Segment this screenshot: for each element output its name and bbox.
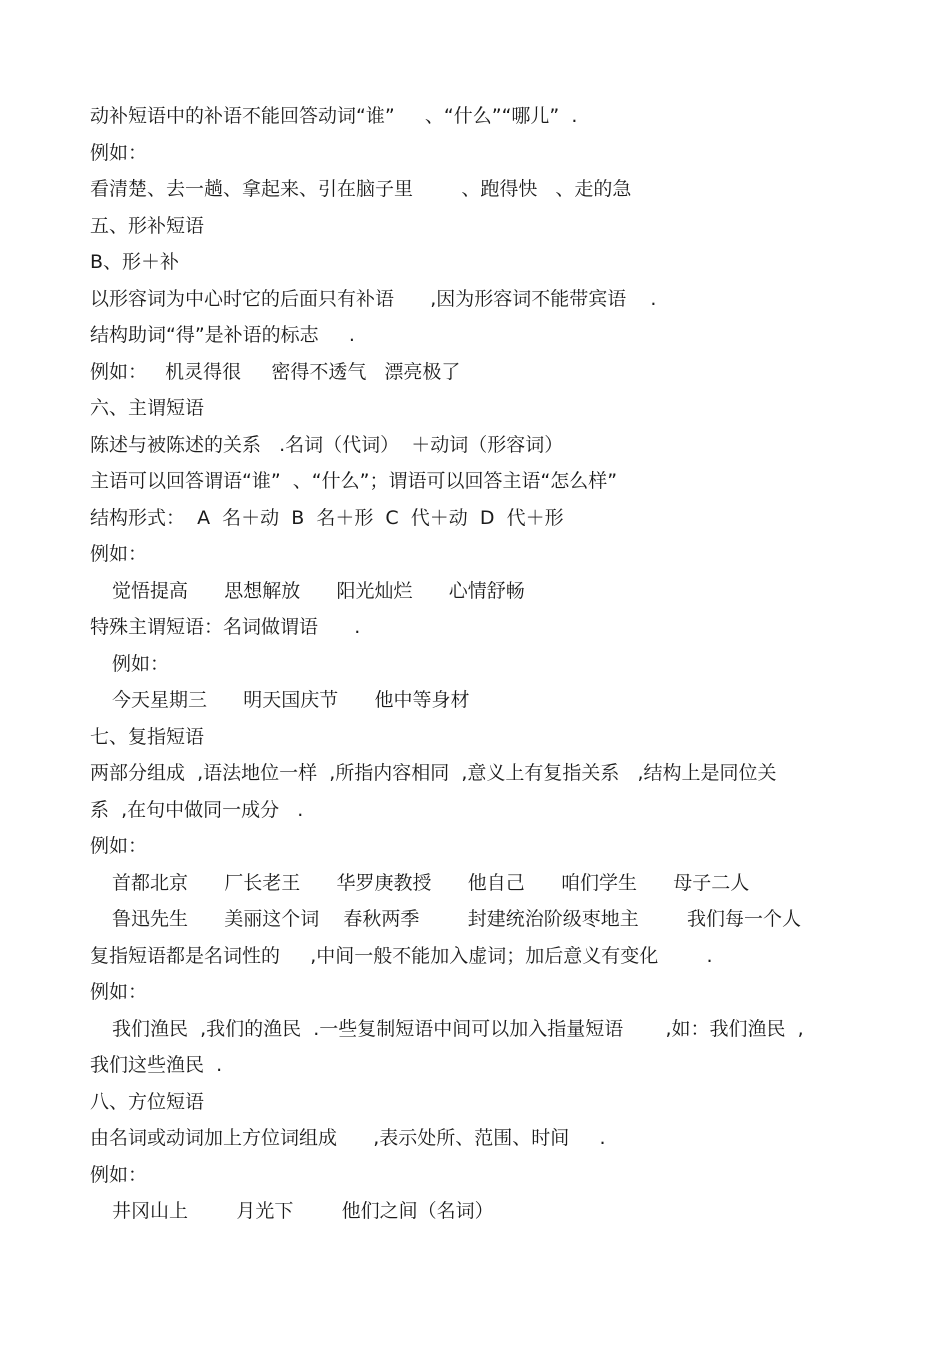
text-line: 陈述与被陈述的关系 .名词（代词） ＋动词（形容词）: [90, 433, 564, 456]
text-line: 看清楚、去一趟、拿起来、引在脑子里 、跑得快 、走的急: [90, 178, 632, 200]
example-line: 首都北京 厂长老王 华罗庚教授 他自己 咱们学生 母子二人: [112, 871, 750, 894]
text-line: 例如： 机灵得很 密得不透气 漂亮极了: [90, 360, 461, 383]
example-line: 我们渔民 ,我们的渔民 .一些复制短语中间可以加入指量短语 ,如：我们渔民 ,: [112, 1017, 804, 1040]
example-line: 今天星期三 明天国庆节 他中等身材: [112, 689, 470, 711]
text-line: 主语可以回答谓语“谁” 、“什么”；谓语可以回答主语“怎么样”: [90, 470, 618, 492]
text-line: 例如：: [90, 1163, 148, 1186]
subsection-heading: B、形＋补: [90, 251, 180, 273]
text-line: 例如：: [90, 543, 148, 565]
example-line: 觉悟提高 思想解放 阳光灿烂 心情舒畅: [112, 579, 525, 602]
text-line: 动补短语中的补语不能回答动词“谁” 、“什么”“哪儿” .: [90, 105, 578, 127]
section-heading: 七、复指短语: [90, 725, 205, 748]
text-line: 两部分组成 ,语法地位一样 ,所指内容相同 ,意义上有复指关系 ,结构上是同位关: [90, 762, 777, 784]
text-line: 结构形式： A 名＋动 B 名＋形 C 代＋动 D 代＋形: [90, 506, 564, 529]
text-line: 例如：: [90, 141, 148, 164]
example-line: 鲁迅先生 美丽这个词 春秋两季 封建统治阶级枣地主 我们每一个人: [112, 908, 802, 930]
document-body: [90, 98, 860, 1230]
text-line: 例如：: [90, 981, 148, 1003]
section-heading: 六、主谓短语: [90, 397, 205, 419]
text-line: 结构助词“得”是补语的标志 .: [90, 324, 355, 346]
text-line: 系 ,在句中做同一成分 .: [90, 798, 304, 821]
text-line: 以形容词为中心时它的后面只有补语 ,因为形容词不能带宾语 .: [90, 287, 657, 310]
text-line: 特殊主谓短语：名词做谓语 .: [90, 616, 361, 638]
text-line: 例如：: [112, 652, 170, 675]
text-line: 我们这些渔民 .: [90, 1054, 223, 1076]
text-line: 复指短语都是名词性的 ,中间一般不能加入虚词；加后意义有变化 .: [90, 944, 713, 967]
section-heading: 八、方位短语: [90, 1090, 205, 1113]
section-heading: 五、形补短语: [90, 214, 205, 237]
text-line: 例如：: [90, 835, 148, 857]
text-line: 由名词或动词加上方位词组成 ,表示处所、范围、时间 .: [90, 1127, 606, 1149]
example-line: 井冈山上 月光下 他们之间（名词）: [112, 1200, 494, 1222]
